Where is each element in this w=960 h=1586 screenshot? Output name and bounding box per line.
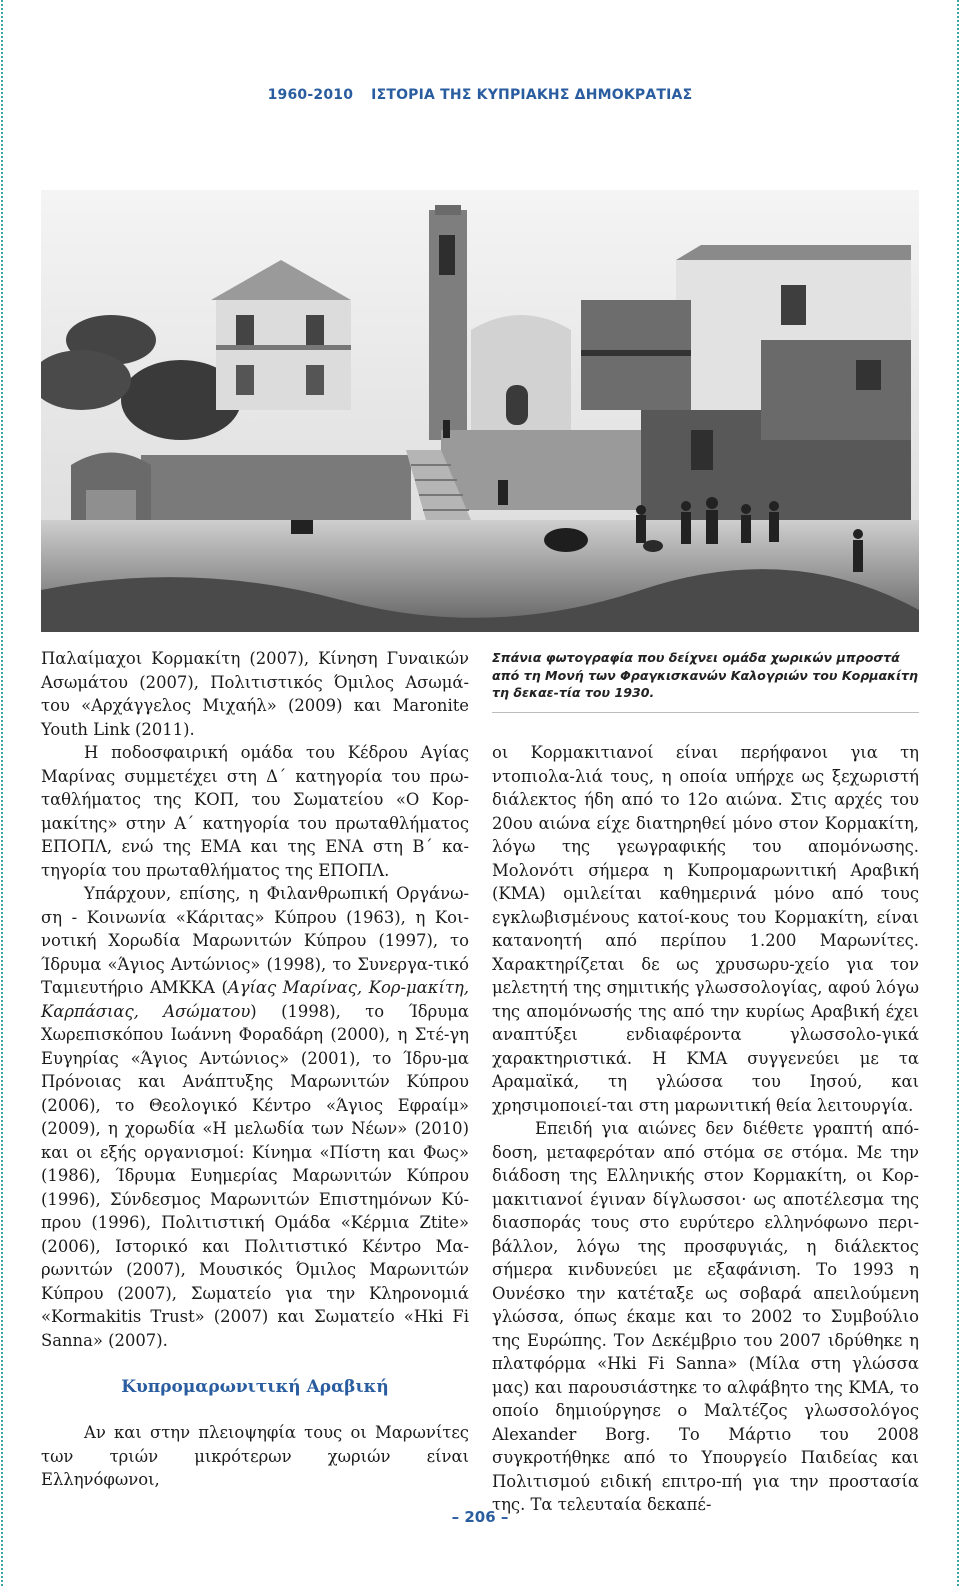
- text-span: ) (1998), το Ίδρυμα Χωρεπισκόπου Ιωάννη Φοραδάρη (2000), η Στέ-γη Ευγηρίας «Άγιος Αντώνιος» (2001), το Ίδρυ-μα Πρόνοιας και Ανάπτυξης Μαρωνιτών Κύπρου (2006), το Θεολογικό Κέντρο «Άγιος Εφραίμ» (2009), η χορωδία «Η μελωδία των Νέων» (2010) και οι εξής οργανισμοί: Κίνημα «Πίστη και Φως» (1986), Ίδρυμα Ευημερίας Μαρωνιτών Κύπρου (1996), Σύνδεσμος Μαρωνιτών Επιστημόνων Κύ-πρου (1996), Πολιτιστική Ομάδα «Κέρμια Ztite» (2006), Ιστορικό και Πολιτιστικό Κέντρο Μα-ρωνιτών (2007), Μουσικός Όμιλος Μαρωνιτών Κύπρου (2007), Σωματείο για την Κληρονομιά «Kormakitis Trust» (2007) και Σωματείο «Hki Fi Sanna» (2007).: [41, 1001, 469, 1350]
- left-dotted-border: [1, 0, 3, 1586]
- text-span: Υπάρχουν, επίσης, η Φιλανθρωπική Οργάνω-ση - Κοινωνία «Κάριτας» Κύπρου (1963), η Κοι-νοτική Χορωδία Μαρωνιτών Κύπρου (1997), το Ίδρυμα «Άγιος Αντώνιος» (1998), το Συνεργα-τικό Ταμιευτήριο ΑΜΚΚΑ (: [41, 884, 469, 997]
- italic-villages: Αγίας Μαρίνας, Κορ-μακίτη, Καρπάσιας, Ασώματου: [41, 978, 469, 1021]
- paragraph: Αν και στην πλειοψηφία τους οι Μαρωνίτες των τριών μικρότερων χωριών είναι Ελληνόφωνοι,: [41, 1423, 469, 1489]
- right-dotted-border: [957, 0, 959, 1586]
- historic-village-photo: [41, 190, 919, 632]
- header-years: 1960-2010: [267, 87, 354, 103]
- paragraph: οι Κορμακιτιανοί είναι περήφανοι για τη ντοπιολα-λιά τους, η οποία υπήρχε ως ξεχωριστή διάλεκτος ήδη από το 12ο αιώνα. Στις αρχές του 20ου αιώνα είχε διατηρηθεί μόνο στον Κορμακίτη, λόγω της γεωγραφικής του απομόνωσης. Μολονότι σήμερα η Κυπρομαρωνιτική Αραβική (ΚΜΑ) ομιλείται καθημερινά μόνο από τους εγκλωβισμένους κατοί-κους του Κορμακίτη, είναι κατανοητή από περίπου 1.200 Μαρωνίτες. Χαρακτηρίζεται δε ως χρυσωρυ-χείο για τον μελετητή της σημιτικής γλωσσολογίας, αφού λόγω της απομόνωσής της από την κυρίως Αραβική έχει αναπτύξει ενδιαφέροντα γλωσσολο-γικά χαρακτηριστικά. Η ΚΜΑ συγγενεύει με τα Αραμαϊκά, τη γλώσσα του Ιησού, και χρησιμοποιεί-ται στη μαρωνιτική θεία λειτουργία.: [492, 743, 919, 1115]
- running-header: [0, 87, 960, 103]
- page-number: – 206 –: [451, 1508, 509, 1526]
- right-text-column: [492, 741, 919, 1517]
- caption-divider: [492, 712, 919, 713]
- left-text-column: [41, 647, 469, 1492]
- section-heading: Κυπρομαρωνιτική Αραβική: [121, 1377, 389, 1397]
- paragraph: [41, 882, 469, 1352]
- header-title: ΙΣΤΟΡΙΑ ΤΗΣ ΚΥΠΡΙΑΚΗΣ ΔΗΜΟΚΡΑΤΙΑΣ: [371, 87, 693, 103]
- paragraph: Παλαίμαχοι Κορμακίτη (2007), Κίνηση Γυναικών Ασωμάτου (2007), Πολιτιστικός Όμιλος Ασωμά-του «Αρχάγγελος Μιχαήλ» (2009) και Maronite Youth Link (2011).: [41, 649, 469, 739]
- paragraph: Επειδή για αιώνες δεν διέθετε γραπτή από-δοση, μεταφερόταν από στόμα σε στόμα. Με την διάδοση της Ελληνικής στον Κορμακίτη, οι Κορ-μακιτιανοί έγιναν δίγλωσσοι· ως αποτέλεσμα της διασποράς τους στο ευρύτερο ελληνόφωνο περι-βάλλον, λόγω της προσφυγιάς, η διάλεκτος σήμερα κινδυνεύει με εξαφάνιση. Το 1993 η Ουνέσκο την κατέταξε ως σοβαρά απειλούμενη γλώσσα, όπως έκαμε και το 2002 το Συμβούλιο της Ευρώπης. Τον Δεκέμβριο του 2007 ιδρύθηκε η πλατφόρμα «Hki Fi Sanna» (Μίλα στη γλώσσα μας) και παρουσιάστηκε το αλφάβητο της ΚΜΑ, το οποίο δημιούργησε ο Μαλτέζος γλωσσολόγος Alexander Borg. Το Μάρτιο του 2008 συγκροτήθηκε από το Υπουργείο Παιδείας και Πολιτισμού ειδική επιτρο-πή για την προστασία της. Τα τελευταία δεκαπέ-: [492, 1119, 919, 1514]
- photo-caption: Σπάνια φωτογραφία που δείχνει ομάδα χωρικών μπροστά από τη Μονή των Φραγκισκανών Καλογριών του Κορμακίτη τη δεκαε-τία του 1930.: [492, 650, 919, 700]
- paragraph: Η ποδοσφαιρική ομάδα του Κέδρου Αγίας Μαρίνας συμμετέχει στη Δ΄ κατηγορία του πρω-ταθλήματος της ΚΟΠ, του Σωματείου «Ο Κορ-μακίτης» στην Α΄ κατηγορία του πρωταθλήματος ΕΠΟΠΛ, ενώ της ΕΜΑ και της ΕΝΑ στη Β΄ κα-τηγορία του πρωταθλήματος της ΕΠΟΠΛ.: [41, 743, 469, 880]
